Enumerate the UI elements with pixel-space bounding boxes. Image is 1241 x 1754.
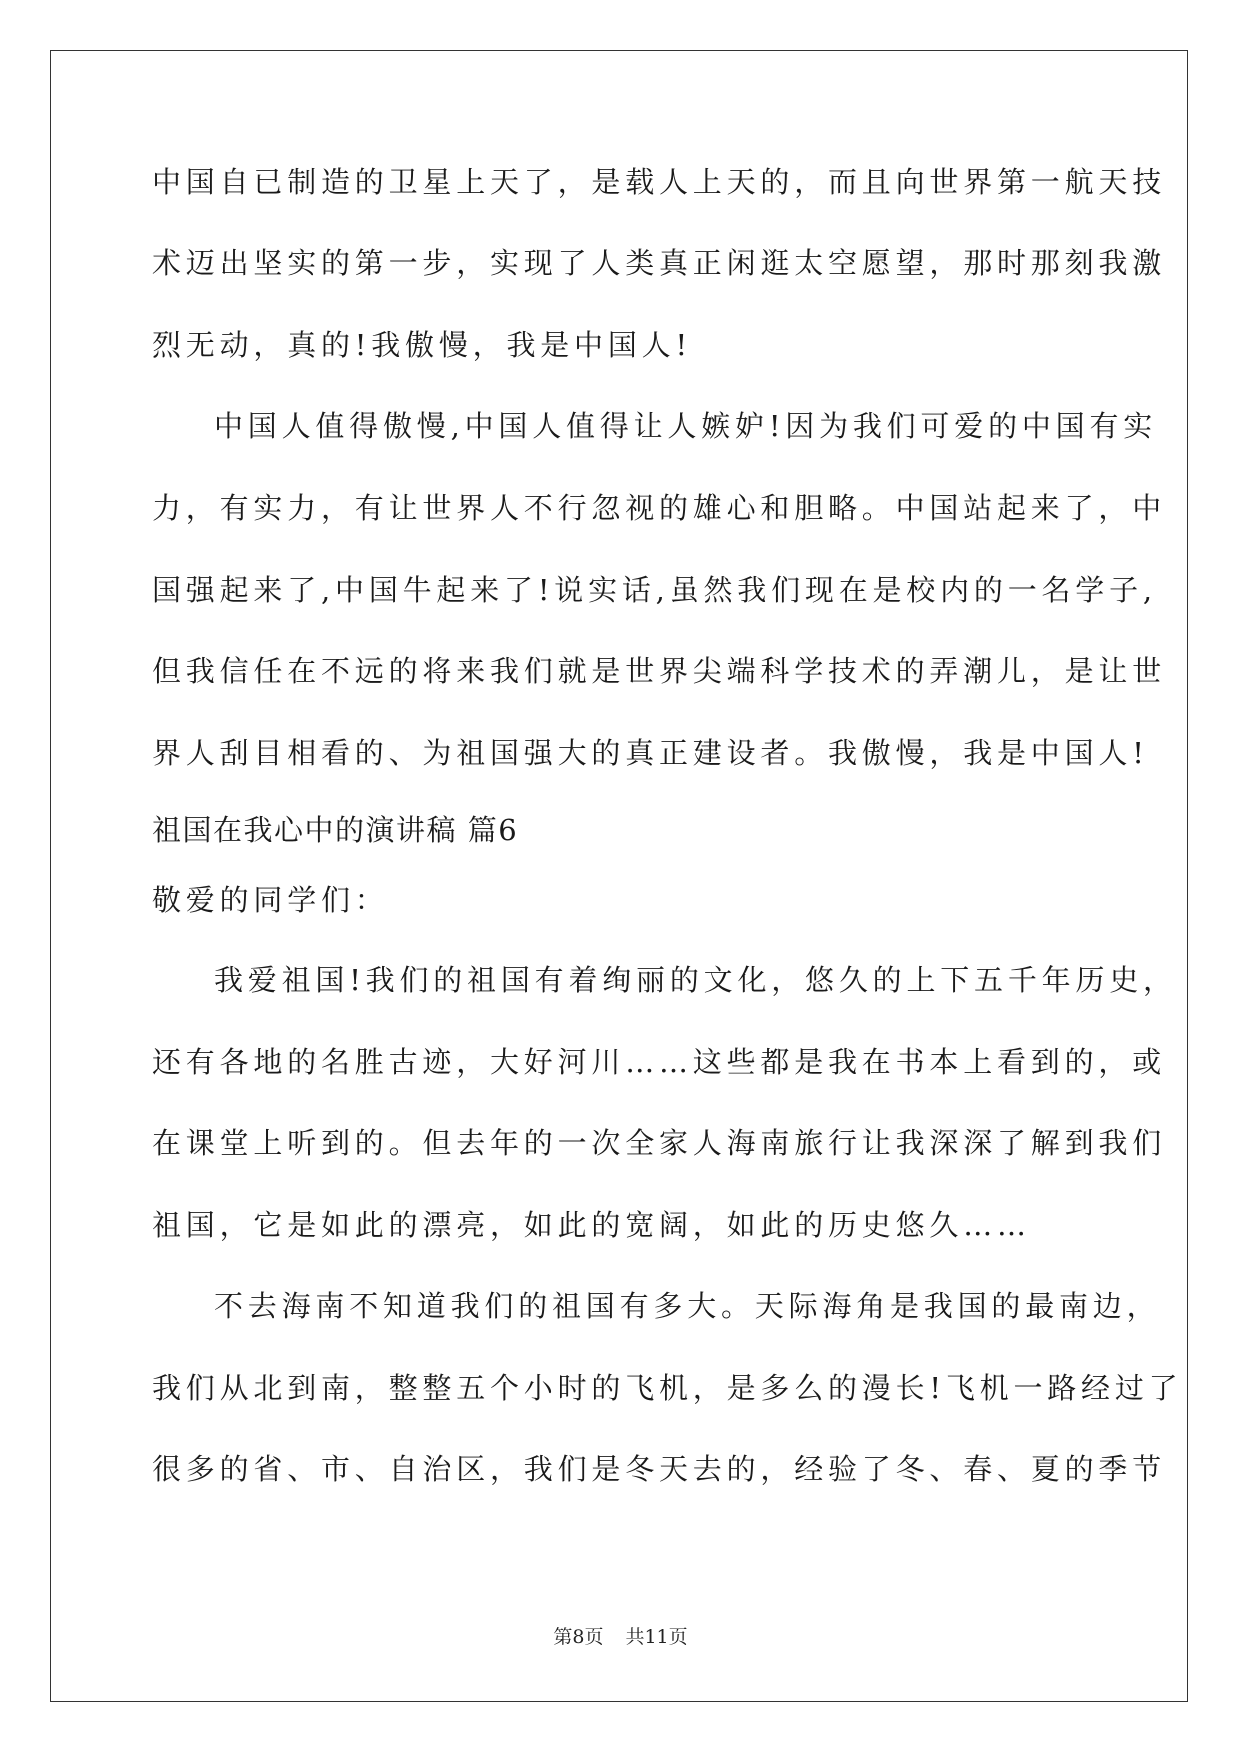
text-line: 烈无动，真的!我傲慢，我是中国人!	[152, 328, 692, 362]
salutation: 敬爱的同学们：	[152, 883, 389, 917]
paragraph-first-line: 我爱祖国!我们的祖国有着绚丽的文化，悠久的上下五千年历史，	[214, 963, 1177, 997]
text-line: 界人刮目相看的、为祖国强大的真正建设者。我傲慢，我是中国人!	[152, 736, 1149, 770]
text-line: 我们从北到南，整整五个小时的飞机，是多么的漫长!飞机一路经过了	[152, 1371, 1183, 1405]
text-line: 祖国，它是如此的漂亮，如此的宽阔，如此的历史悠久……	[152, 1208, 1031, 1242]
text-line: 术迈出坚实的第一步，实现了人类真正闲逛太空愿望，那时那刻我激	[152, 246, 1167, 280]
text-line: 国强起来了,中国牛起来了!说实话,虽然我们现在是校内的一名学子,	[152, 573, 1157, 607]
text-line: 但我信任在不远的将来我们就是世界尖端科学技术的弄潮儿，是让世	[152, 654, 1167, 688]
text-line: 很多的省、市、自治区，我们是冬天去的，经验了冬、春、夏的季节	[152, 1452, 1167, 1486]
section-heading: 祖国在我心中的演讲稿 篇6	[152, 813, 519, 847]
text-line: 还有各地的名胜古迹，大好河川……这些都是我在书本上看到的，或	[152, 1045, 1167, 1079]
paragraph-first-line: 不去海南不知道我们的祖国有多大。天际海角是我国的最南边，	[214, 1289, 1161, 1323]
paragraph-first-line: 中国人值得傲慢,中国人值得让人嫉妒!因为我们可爱的中国有实	[214, 409, 1158, 443]
text-line: 中国自已制造的卫星上天了，是载人上天的，而且向世界第一航天技	[152, 165, 1167, 199]
text-line: 在课堂上听到的。但去年的一次全家人海南旅行让我深深了解到我们	[152, 1126, 1167, 1160]
page-total: 共11页	[625, 1626, 688, 1648]
page-number: 第8页	[553, 1626, 604, 1648]
text-line: 力，有实力，有让世界人不行忽视的雄心和胆略。中国站起来了，中	[152, 491, 1167, 525]
page-footer	[0, 1622, 1241, 1649]
